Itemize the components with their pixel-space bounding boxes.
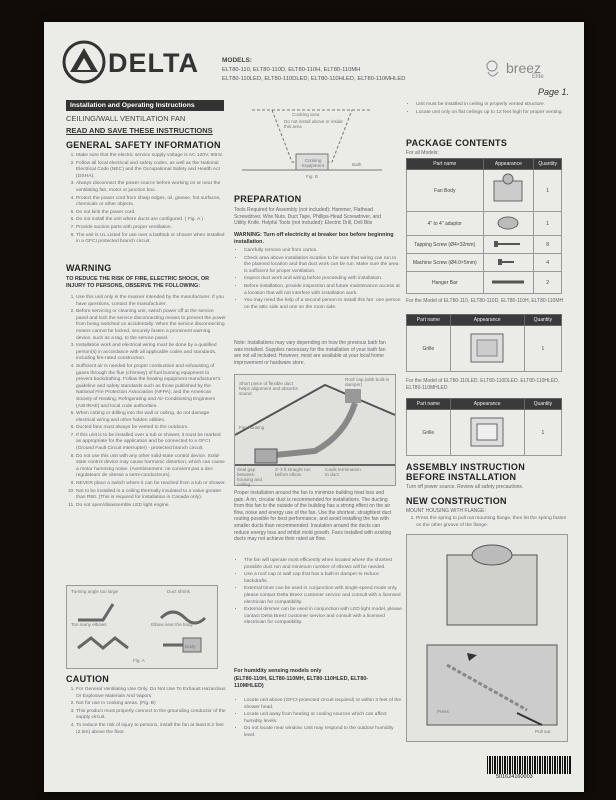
general-item: 3. Always disconnect the power source before working on or near the ventilating fan, motor or junction box. xyxy=(76,181,226,194)
header-quantity: Quantity xyxy=(534,159,562,170)
prep-item: • Inspect duct work and wiring before proceeding with installation. xyxy=(244,276,402,283)
humidity-title: For humidity sensing models only xyxy=(234,668,322,674)
delta-logo-icon xyxy=(62,40,106,84)
models-list xyxy=(222,56,484,84)
fig-b-label-cooking: Cooking area xyxy=(292,112,320,117)
header-quantity: Quantity xyxy=(524,399,561,410)
straight-run-label: 2'-3 ft straight run before elbow xyxy=(275,467,311,477)
adaptor-icon xyxy=(488,214,528,232)
part-name: Grille xyxy=(407,326,451,372)
header-appearance: Appearance xyxy=(450,399,524,410)
part-name: Tapping Screw (Ø4×32mm) xyxy=(407,236,484,254)
fig-b-label-equipment: Cooking Equipment xyxy=(302,158,324,168)
breez-wordmark: breez xyxy=(506,60,542,76)
part-name: Grille xyxy=(407,410,451,456)
product-title: CEILING/WALL VENTILATION FAN xyxy=(66,114,186,123)
models-line-2: ELT80-110LED, ELT80-110DLED, ELT80-110HLED, ELT80-110MHLED xyxy=(222,76,406,82)
roof-cap-label: Roof cap (with built-in damper) xyxy=(345,377,390,387)
duct-item: • External dimmer can be used in conjunction with LED light model, please contact Delta Breez customer service and consult with a licensed electrician for compatibility. xyxy=(244,607,402,627)
header-appearance: Appearance xyxy=(483,159,534,170)
brand-name: DELTA xyxy=(108,48,199,78)
location-item: • Locate unit only on flat ceilings up to 12 feet high for proper venting. xyxy=(416,110,576,117)
fig-a-caption: Fig. A xyxy=(133,658,145,663)
caution-title: CAUTION xyxy=(66,674,110,684)
table-row xyxy=(407,254,562,272)
models-line-1: ELT80-110, ELT80-110D, ELT80-110H, ELT80-110MH xyxy=(222,67,361,73)
instruction-sheet xyxy=(44,22,584,792)
duct-list xyxy=(234,558,402,628)
duct-paragraph: Proper installation around the fan to minimize building heat loss and gain. A rin, circular duct is recommended for installations. The ducting from this fan to the outside of the building has a strong effect on the air flow, noise and energy use of the fan. Use the shortest, straightest duct routing possible for best performance, and avoid installing the fan with smaller ducts than recommended. Insulation around the ducts can reduce energy loss and inhibit mold growth. Fans installed with existing ducts may not achieve their rated air flow. xyxy=(234,490,392,543)
grille-icon xyxy=(465,330,509,366)
figure-b xyxy=(232,102,392,182)
general-item: 8. The unit is UL Listed for use over a bathtub or shower when installed in a GFCI protected branch circuit. xyxy=(76,233,226,246)
warning-item: 4. Sufficient air is needed for proper combustion and exhausting of gases through the flue (chimney) of fuel burning equipment to prevent backdrafting. Follow the heating equipment manufacturer's guideline and safety standards such as those published by the National Fire Protection Association (NFPA), and the American Society of Heating, Refrigerating and Air-Conditioning Engineers (ASHRAE) and local code authorities. xyxy=(76,364,226,410)
caution-item: 1. For General Ventilating Use Only. Do Not Use To Exhaust Hazardous Or Explosive Materials And Vapors. xyxy=(76,687,226,700)
duct-item: • External timer can be used in conjunction with single-speed mode only, please contact Delta Breez customer service and consult with a licensed electrician for compatibility. xyxy=(244,586,402,606)
prep-item: • Before installation, provide inspection and future maintenance access at a location that will not interfere with installation work. xyxy=(244,284,402,297)
humidity-item: • Locate unit away from heating or cooling sources which can affect humidity levels. xyxy=(244,712,402,725)
models-label: MODELS: xyxy=(222,57,252,64)
part-qty: 2 xyxy=(534,272,562,294)
new-construction-title: NEW CONSTRUCTION xyxy=(406,496,507,506)
assembly-note: Turn off power source. Review all safety precautions. xyxy=(406,484,524,490)
general-item: 7. Provide suction parts with proper ventilation. xyxy=(76,225,226,232)
general-item: 4. Protect the power cord from sharp edges, oil, grease, hot surfaces, chemicals or other objects. xyxy=(76,196,226,209)
appearance-cell xyxy=(483,236,534,254)
general-item: 6. Do not install the unit where ducts are configured. ( Fig. A ) xyxy=(76,217,226,224)
grille-table-1 xyxy=(406,314,562,372)
fig-b-label-inside: Do not install above or inside this area xyxy=(284,119,343,129)
fig-a-turning-label: Turning angle too large xyxy=(71,589,119,594)
location-item: • Unit must be installed in ceiling in properly vented structure. xyxy=(416,102,576,109)
fig-b-caption: Fig. B xyxy=(306,174,318,179)
part-qty: 4 xyxy=(534,254,562,272)
header-part-name: Part name xyxy=(407,399,451,410)
warning-item: 8. Do not use this unit with any other solid-state control device. Solid-state control device may cause harmonic distortion, which can cause a motor humming noise. (Avertissement: ne convient pas a des regulateurs de vitesse a semi-conducteurs). xyxy=(76,454,226,480)
flange-mounting-icon xyxy=(407,535,567,741)
part-qty: 1 xyxy=(534,212,562,236)
press-label: Press xyxy=(437,709,449,714)
fig-b-label-bath: Bath xyxy=(352,162,362,167)
prep-item: • You may need the help of a second person to install this fan: one person on the attic side and one on the room side. xyxy=(244,298,402,311)
warning-item: 11. Do not open/disassemble LED light engine. xyxy=(76,503,226,510)
page-number: Page 1. xyxy=(538,87,570,97)
caution-item: 4. To reduce the risk of injury to persons, install the fan at least 8.2 feet (2.5m) above the floor. xyxy=(76,723,226,736)
table-row xyxy=(407,410,562,456)
table-row xyxy=(407,212,562,236)
fan-housing-label: Fan housing xyxy=(239,425,265,430)
fig-a-ducts-icon xyxy=(73,598,211,658)
location-notes xyxy=(406,102,576,117)
part-qty: 1 xyxy=(524,326,561,372)
general-item: 5. Do not kink the power cord. xyxy=(76,210,226,217)
package-contents-title: PACKAGE CONTENTS xyxy=(406,138,508,148)
part-qty: 1 xyxy=(534,170,562,212)
table-row xyxy=(407,272,562,294)
breez-subtitle: Elite xyxy=(532,74,544,80)
table-header-row xyxy=(407,315,562,326)
grille-model-note-2: For the Model of ELT80-110LED, ELT80-110DLED, ELT80-110HLED, ELT80-110MHLED xyxy=(406,378,560,391)
general-item: 1. Make sure that the electric service supply voltage is AC 120V, 60Hz. xyxy=(76,153,226,160)
part-name: Fan Body xyxy=(407,170,484,212)
fig-a-elbows-label: Too many elbows xyxy=(71,622,107,627)
general-item: 2. Follow all local electrical and safety codes, as well as the National Electrical Code (NEC) and the Occupational Safety and Health Act (OSHA). xyxy=(76,161,226,181)
table-row xyxy=(407,170,562,212)
short-duct-label: Short piece of flexible duct helps alignment and absorbs sound xyxy=(239,381,298,396)
warning-item: 3. Installation work and electrical wiring must be done by a qualified person(s) in accordance with all applicable codes and standards, including fire-rated construction. xyxy=(76,343,226,363)
warning-item: 9. NEVER place a switch where it can be reached from a tub or shower. xyxy=(76,481,226,488)
duct-item: • Use a roof cap or wall cap that has a built-in damper to reduce backdrafts. xyxy=(244,572,402,585)
caution-list xyxy=(66,687,226,737)
flange-diagram xyxy=(406,534,568,742)
prep-item: • Check area above installation location to be sure that wiring can run to the planned location and that duct work can be run. Make sure the area is sufficient for proper ventilation. xyxy=(244,256,402,276)
table-row xyxy=(407,236,562,254)
new-construction-steps xyxy=(406,516,572,530)
install-instructions-bar: Installation and Operating Instructions xyxy=(66,100,224,111)
caution-item: 3. This product must properly connect to the grounding conductor of the supply circuit. xyxy=(76,709,226,722)
header-part-name: Part name xyxy=(407,315,451,326)
appearance-cell xyxy=(450,410,524,456)
part-qty: 1 xyxy=(524,410,561,456)
figure-a xyxy=(66,585,218,669)
part-name: Machine Screw (Ø4.0×5mm) xyxy=(407,254,484,272)
table-header-row xyxy=(407,399,562,410)
warning-item: 10. Not to be installed in a ceiling thermally insulated to a value greater than R50. (This is required for installation in Canada only). xyxy=(76,489,226,502)
humidity-item: • Do not locate near window. Unit may respond to the outdoor humidity level. xyxy=(244,726,402,739)
duct-item: • The fan will operate most efficiently when located where the shortest possible duct run and minimum number of elbows will be needed. xyxy=(244,558,402,571)
preparation-title: PREPARATION xyxy=(234,194,302,204)
prep-note: Note: Installations may vary depending on how the previous bath fan was installed. Supplies necessary for the installation of your bath fan are not all included. However, most are available at your local home improvement or hardware store. xyxy=(234,340,386,366)
part-qty: 8 xyxy=(534,236,562,254)
led-grille-icon xyxy=(465,414,509,450)
humidity-models: (ELT80-110H, ELT80-110MH, ELT80-110HLED, ELT80-110MHLED) xyxy=(234,676,369,689)
table-header-row xyxy=(407,159,562,170)
appearance-cell xyxy=(483,272,534,294)
warning-title: WARNING xyxy=(66,263,112,273)
warning-item: 1. Use this unit only in the manner intended by the manufacturer. If you have questions, contact the manufacturer. xyxy=(76,295,226,308)
package-all-models: For all Models: xyxy=(406,150,439,156)
machine-screw-icon xyxy=(488,256,528,268)
assembly-title: ASSEMBLY INSTRUCTION BEFORE INSTALLATION xyxy=(406,462,526,482)
appearance-cell xyxy=(483,212,534,236)
package-table xyxy=(406,158,562,294)
mount-housing-subtitle: MOUNT HOUSING WITH FLANGE: xyxy=(406,508,486,514)
appearance-cell xyxy=(483,254,534,272)
barcode-number: 501624160003 xyxy=(496,774,533,780)
warning-intro: TO REDUCE THE RISK OF FIRE, ELECTRIC SHOCK, OR INJURY TO PERSONS, OBSERVE THE FOLLOWING: xyxy=(66,276,210,289)
general-safety-title: GENERAL SAFETY INFORMATION xyxy=(66,140,221,150)
pull-out-label: Pull out xyxy=(535,729,551,734)
part-name: 4" to 4" adaptor xyxy=(407,212,484,236)
header-part-name: Part name xyxy=(407,159,484,170)
barcode-icon xyxy=(487,756,571,774)
tools-required: Tools Required for Assembly (not included): Hammer, Flathead Screwdriver, Wire Nuts, Duct Tape, Phillips-Head Screwdriver, and Utility Knife. Helpful Tools (not included): Electric Drill, Drill Bits xyxy=(234,207,381,227)
prep-item: • Carefully remove unit from carton. xyxy=(244,248,402,255)
fig-a-body-label: Body xyxy=(185,644,196,649)
tapping-screw-icon xyxy=(488,238,528,250)
prep-warning: WARNING: Turn off electricity at breaker box before beginning installation. xyxy=(234,232,394,245)
appearance-cell xyxy=(450,326,524,372)
fig-a-elbow-near-label: Elbow near the body xyxy=(151,622,193,627)
hanger-bar-icon xyxy=(488,274,528,290)
read-and-save-heading: READ AND SAVE THESE INSTRUCTIONS xyxy=(66,126,213,135)
table-row xyxy=(407,326,562,372)
grille-table-2 xyxy=(406,398,562,456)
part-name: Hanger Bar xyxy=(407,272,484,294)
prep-list xyxy=(234,248,402,312)
warning-item: 7. If this unit is to be installed over a tub or shower, it must be marked as appropriate for the application and be connected to a GFCI (Ground Fault Circuit Interrupter) - protected branch circuit. xyxy=(76,433,226,453)
seal-gap-label: Seal gap between housing and ceiling xyxy=(237,467,263,487)
duct-diagram xyxy=(234,374,396,486)
appearance-cell xyxy=(483,170,534,212)
warning-item: 5. When cutting or drilling into the wall or ceiling, do not damage electrical wiring and other hidden utilities. xyxy=(76,411,226,424)
fig-a-kink-label: Duct shrink xyxy=(167,589,190,594)
warning-item: 2. Before servicing or cleaning unit, switch power off at the service panel and lock the service disconnecting means to prevent the power from being switched on accidentally. When the service disconnecting means cannot be locked, securely fasten a prominent warning device, such as a tag, to the service panel. xyxy=(76,309,226,342)
general-safety-list xyxy=(66,153,226,247)
header-quantity: Quantity xyxy=(524,315,561,326)
caulk-label: Caulk termination to duct xyxy=(325,467,361,477)
step-item: 1. Press the spring to pull out mounting flange, then let the spring fasten on the other groove of the flange. xyxy=(416,516,572,529)
header-appearance: Appearance xyxy=(450,315,524,326)
grille-model-note-1: For the Model of ELT80-110, ELT80-110D, ELT80-110H, ELT80-110MH xyxy=(406,298,564,304)
warning-item: 6. Ducted fans must always be vented to the outdoors. xyxy=(76,425,226,432)
warning-list xyxy=(66,295,226,510)
humidity-item: • Locate unit above (GFCI-protected circuit required) or within 3 feet of the shower head. xyxy=(244,698,402,711)
fan-body-icon xyxy=(488,173,528,207)
humidity-list xyxy=(234,698,402,741)
caution-item: 2. Not for use in cooking areas. (Fig. B) xyxy=(76,701,226,708)
